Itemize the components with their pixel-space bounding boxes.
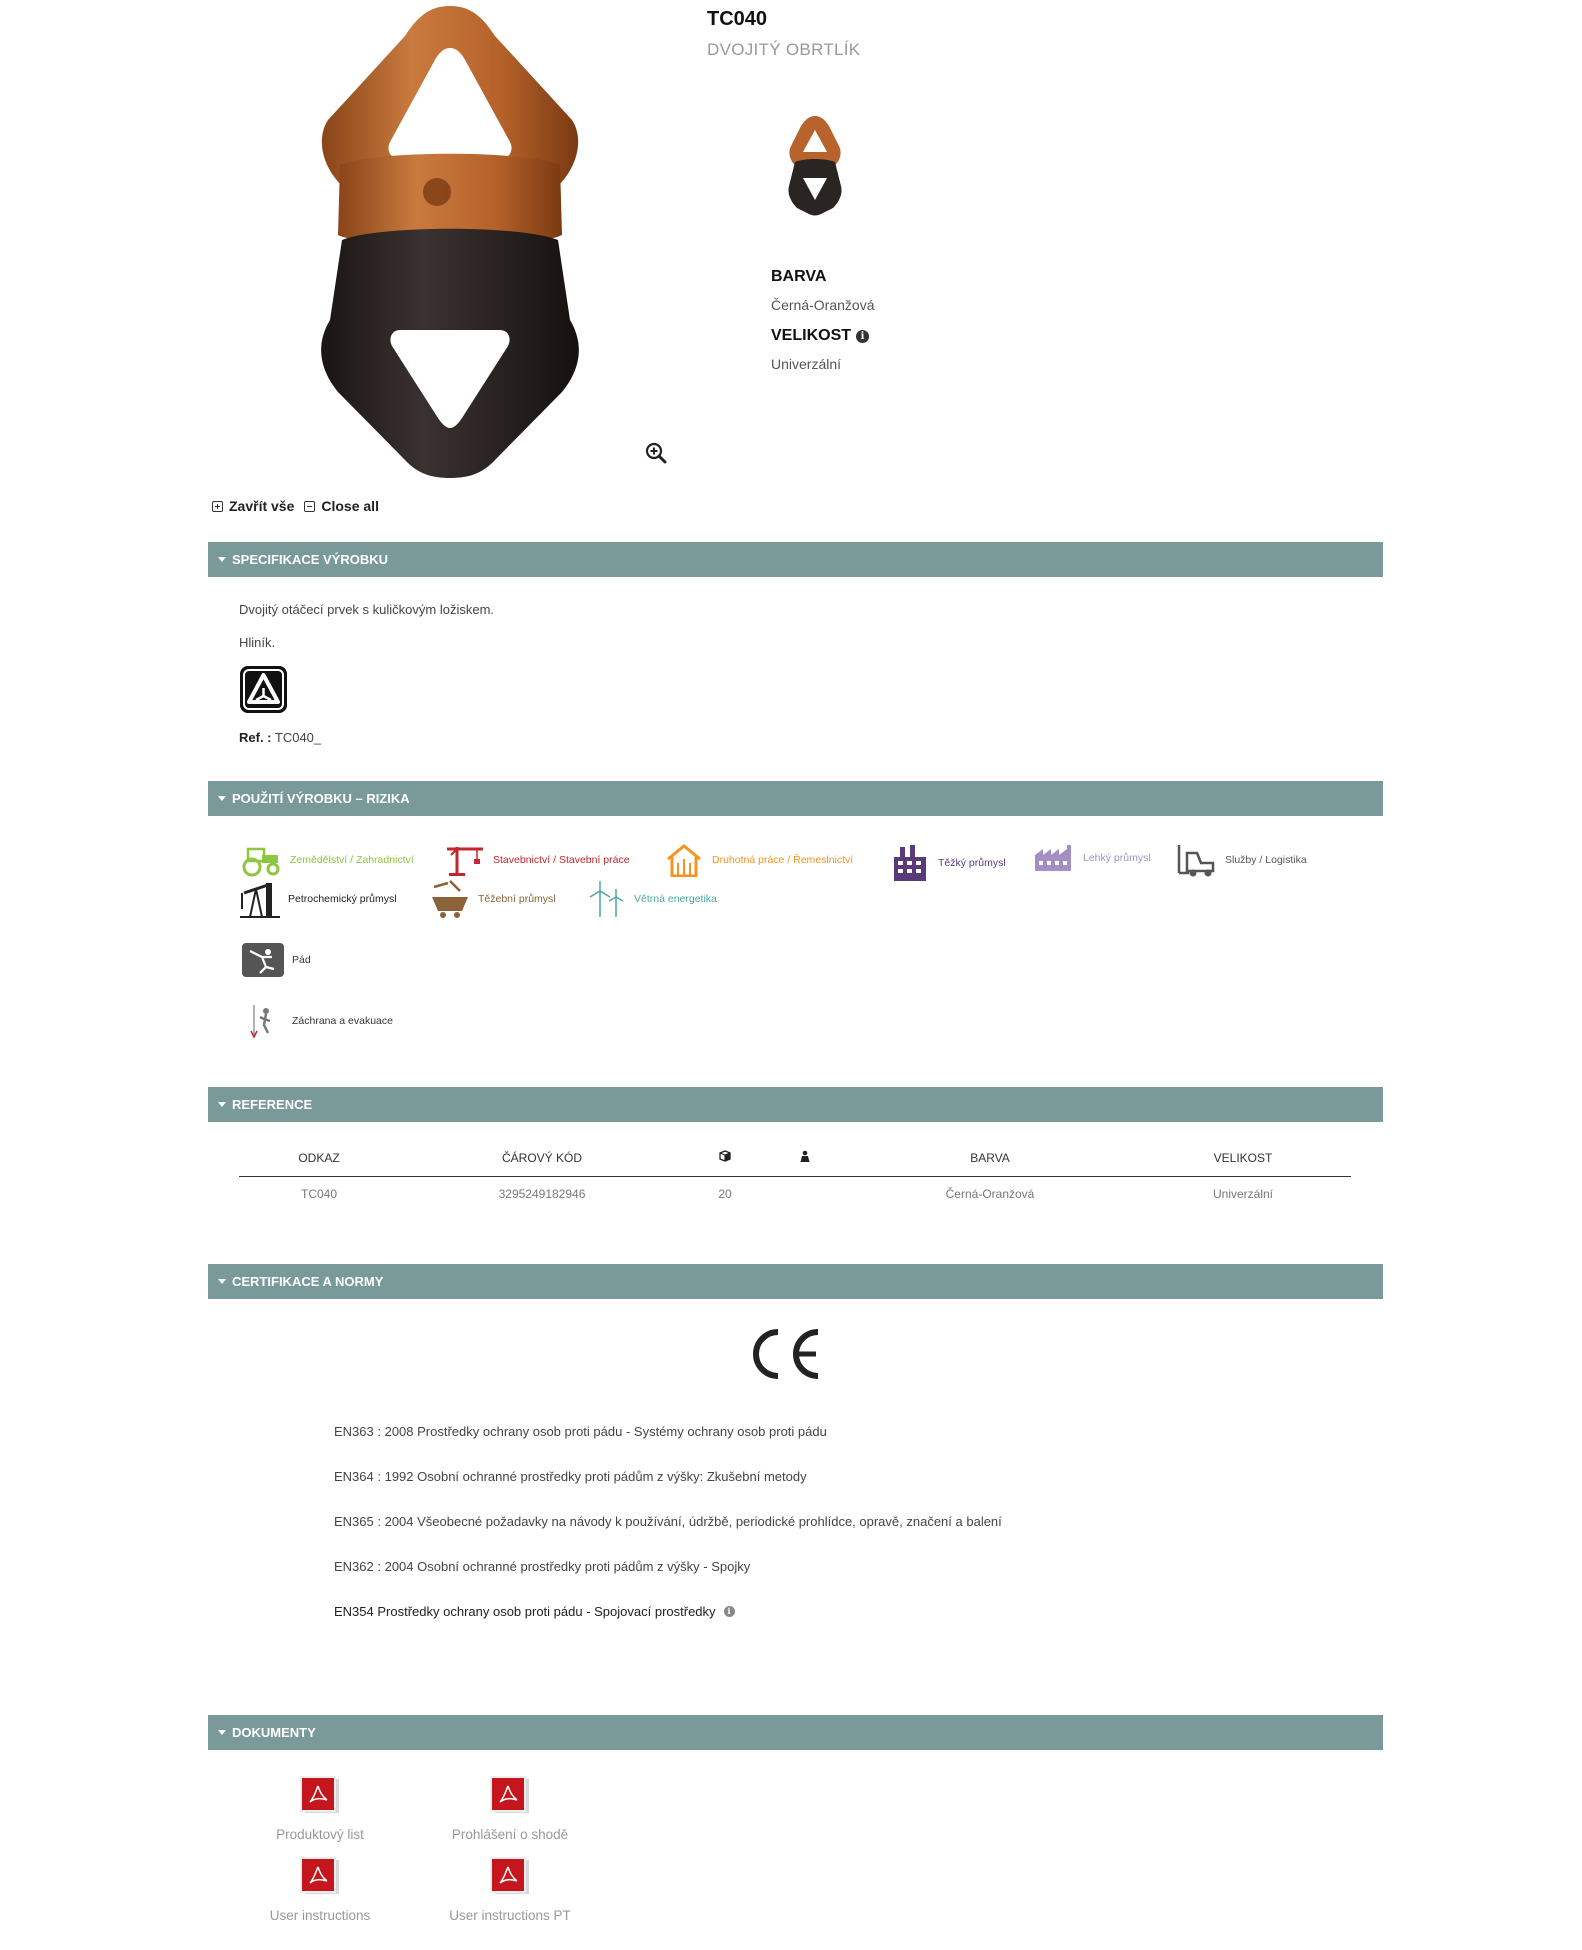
size-label: VELIKOST [771, 327, 852, 344]
col-size: VELIKOST [1135, 1140, 1351, 1176]
caret-down-icon [218, 1102, 226, 1107]
box-icon [719, 1150, 731, 1162]
sector-heavy-industry [890, 843, 1006, 883]
section-title: DOKUMENTY [232, 1725, 316, 1740]
risk-label: Pád [292, 954, 311, 966]
sector-mining [430, 879, 556, 919]
doc-declaration[interactable] [430, 1776, 590, 1842]
minus-square-icon [304, 501, 315, 512]
doc-label: Produktový list [276, 1827, 364, 1842]
fall-icon [242, 943, 284, 977]
risk-fall [242, 943, 311, 977]
cell-user [765, 1176, 845, 1212]
expand-all-toggle[interactable] [212, 498, 294, 514]
cert-item: EN365 : 2004 Všeobecné požadavky na návody k používání, údržbě, periodické prohlídce, opravě, značení a balení [334, 1514, 1002, 1529]
sector-crafts [664, 843, 853, 877]
reference-table [239, 1140, 1351, 1212]
section-title: POUŽITÍ VÝROBKU – RIZIKA [232, 791, 410, 806]
doc-user-instructions[interactable] [240, 1857, 400, 1923]
col-reference: ODKAZ [239, 1140, 399, 1176]
pdf-icon [489, 1776, 531, 1814]
rescue-icon [242, 1003, 284, 1039]
section-header-spec[interactable] [208, 542, 1383, 577]
size-value: Univerzální [771, 356, 842, 372]
spec-description: Dvojitý otáčecí prvek s kuličkovým ložiskem. [239, 602, 495, 617]
caret-down-icon [218, 557, 226, 562]
caret-down-icon [218, 796, 226, 801]
info-icon[interactable]: i [856, 330, 869, 343]
pdf-icon [489, 1857, 531, 1895]
doc-label: User instructions PT [449, 1908, 571, 1923]
doc-product-sheet[interactable] [240, 1776, 400, 1842]
product-subtitle: DVOJITÝ OBRTLÍK [707, 40, 861, 59]
house-icon [664, 843, 704, 877]
sector-label: Služby / Logistika [1225, 854, 1307, 866]
sector-label: Lehký průmysl [1083, 852, 1151, 864]
col-user [765, 1140, 845, 1176]
doc-label: Prohlášení o shodě [451, 1827, 569, 1842]
sector-construction [445, 843, 630, 877]
col-package-qty [685, 1140, 765, 1176]
person-icon [800, 1150, 810, 1162]
risk-rescue [242, 1003, 393, 1039]
wind-turbine-icon [586, 879, 626, 919]
cell-reference: TC040 [300, 1187, 338, 1202]
heavy-industry-icon [890, 843, 930, 883]
cert-item-en354 [334, 1604, 735, 1619]
cell-size: Univerzální [1212, 1187, 1274, 1202]
forklift-icon [1175, 843, 1217, 877]
spec-reference [239, 730, 321, 745]
sector-light-industry [1033, 843, 1151, 873]
doc-label: User instructions [269, 1908, 371, 1923]
cert-item: EN363 : 2008 Prostředky ochrany osob proti pádu - Systémy ochrany osob proti pádu [334, 1424, 827, 1439]
caret-down-icon [218, 1279, 226, 1284]
pdf-icon [299, 1776, 341, 1814]
ref-value: TC040_ [274, 730, 322, 745]
accordion-toggles [212, 498, 379, 514]
cell-barcode: 3295249182946 [498, 1187, 586, 1202]
sector-label: Petrochemický průmysl [288, 893, 397, 905]
spec-material: Hliník. [239, 635, 276, 650]
section-title: REFERENCE [232, 1097, 313, 1112]
info-icon[interactable]: i [724, 1606, 735, 1617]
color-value: Černá-Oranžová [771, 297, 875, 313]
aluminium-material-icon [240, 666, 287, 713]
size-label-row [771, 327, 869, 345]
caret-down-icon [218, 1730, 226, 1735]
plus-square-icon [212, 501, 223, 512]
sector-petrochemical [240, 879, 397, 919]
sector-label: Stavebnictví / Stavební práce [493, 854, 630, 866]
color-label: BARVA [771, 268, 827, 285]
section-title: SPECIFIKACE VÝROBKU [232, 552, 389, 567]
color-swatch-thumbnail[interactable] [785, 112, 845, 217]
close-all-toggle[interactable] [304, 498, 379, 514]
cert-item: EN362 : 2004 Osobní ochranné prostředky proti pádům z výšky - Spojky [334, 1559, 751, 1574]
tractor-icon [240, 843, 282, 877]
product-image [300, 0, 600, 480]
section-header-usage[interactable] [208, 781, 1383, 816]
sector-wind-energy [586, 879, 717, 919]
expand-all-label: Zavřít vše [229, 498, 295, 514]
sector-label: Větrná energetika [634, 893, 717, 905]
ce-mark-icon [748, 1326, 823, 1381]
cert-item: EN364 : 1992 Osobní ochranné prostředky proti pádům z výšky: Zkušební metody [334, 1469, 807, 1484]
section-header-reference[interactable] [208, 1087, 1383, 1122]
section-header-certs[interactable] [208, 1264, 1383, 1299]
crane-icon [445, 843, 485, 877]
sector-logistics [1175, 843, 1307, 877]
sector-label: Těžký průmysl [938, 857, 1006, 869]
sector-label: Druhotná práce / Řemeslnictví [712, 854, 854, 866]
zoom-in-icon[interactable] [645, 442, 667, 464]
light-industry-icon [1033, 843, 1075, 873]
cert-text: EN354 Prostředky ochrany osob proti pádu - Spojovací prostředky [334, 1604, 716, 1619]
section-title: CERTIFIKACE A NORMY [232, 1274, 384, 1289]
close-all-label: Close all [321, 498, 379, 514]
table-row [239, 1176, 1351, 1212]
col-barcode: ČÁROVÝ KÓD [399, 1140, 685, 1176]
col-color: BARVA [845, 1140, 1135, 1176]
section-header-docs[interactable] [208, 1715, 1383, 1750]
doc-user-instructions-pt[interactable] [430, 1857, 590, 1923]
oil-pump-icon [240, 879, 280, 919]
pdf-icon [299, 1857, 341, 1895]
cell-color: Černá-Oranžová [945, 1187, 1035, 1202]
sector-label: Těžební průmysl [478, 893, 556, 905]
ref-label: Ref. : [239, 730, 272, 745]
sector-agriculture [240, 843, 414, 877]
risk-label: Záchrana a evakuace [292, 1015, 393, 1027]
product-code: TC040 [707, 8, 768, 30]
table-header-row [239, 1140, 1351, 1176]
mining-cart-icon [430, 879, 470, 919]
sector-label: Zemědělství / Zahradnictví [290, 854, 414, 866]
cell-package-qty: 20 [718, 1187, 732, 1202]
